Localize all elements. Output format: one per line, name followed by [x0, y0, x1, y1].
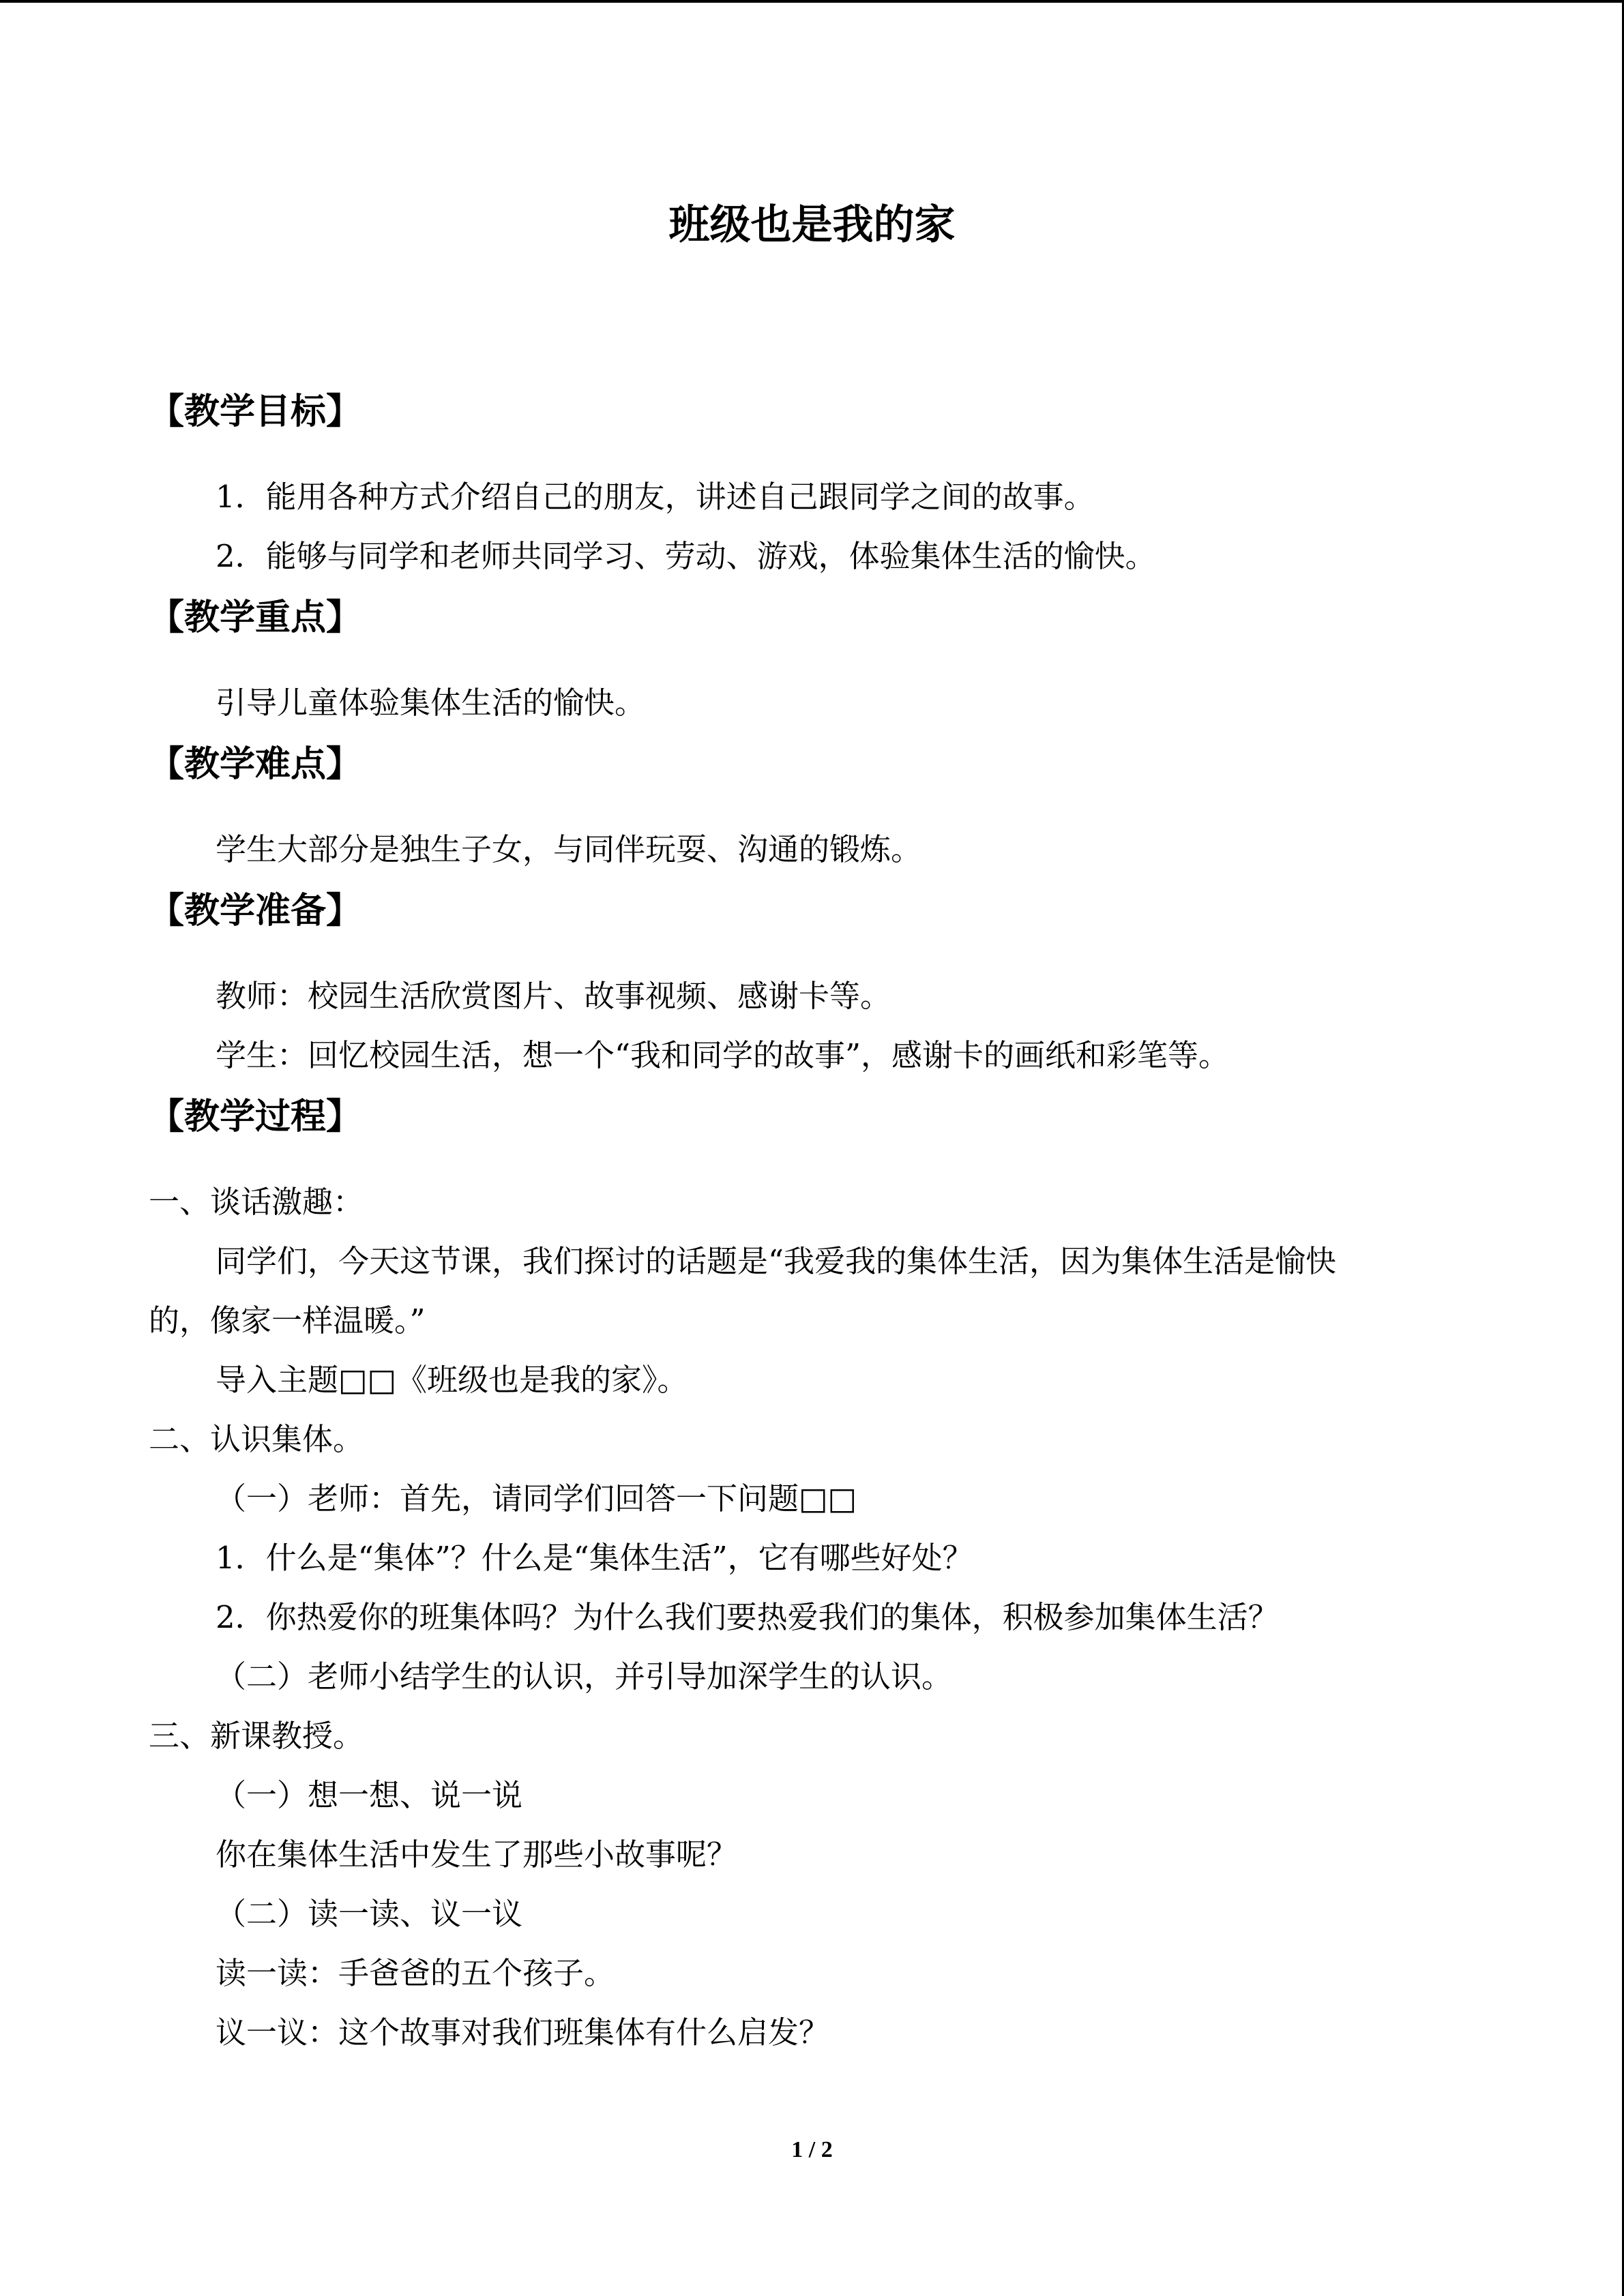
process-part2-title: 二、认识集体。 — [149, 1421, 364, 1457]
process-part3-read: 读一读：手爸爸的五个孩子。 — [216, 1955, 615, 1991]
heading-difficulties: 【教学难点】 — [149, 744, 362, 785]
page-top-border — [0, 0, 1624, 3]
process-part2-sub1: （一）老师：首先，请同学们回答一下问题□□ — [216, 1480, 857, 1517]
heading-goals: 【教学目标】 — [149, 391, 362, 432]
document-title: 班级也是我的家 — [668, 201, 956, 249]
preparation-teacher: 教师：校园生活欣赏图片、故事视频、感谢卡等。 — [216, 978, 891, 1014]
process-part3-sub2: （二）读一读、议一议 — [216, 1896, 523, 1932]
process-part1-paragraph-line2: 的，像家一样温暖。” — [149, 1302, 426, 1339]
heading-process: 【教学过程】 — [149, 1097, 362, 1137]
goal-item-1: 1．能用各种方式介绍自己的朋友，讲述自己跟同学之间的故事。 — [216, 479, 1095, 515]
goal-item-2: 2．能够与同学和老师共同学习、劳动、游戏，体验集体生活的愉快。 — [216, 538, 1156, 574]
process-part3-discuss: 议一议：这个故事对我们班集体有什么启发？ — [216, 2014, 830, 2051]
heading-preparation: 【教学准备】 — [149, 891, 362, 931]
process-part2-sub2: （二）老师小结学生的认识，并引导加深学生的认识。 — [216, 1658, 953, 1695]
difficulties-text: 学生大部分是独生子女，与同伴玩耍、沟通的锻炼。 — [216, 831, 922, 867]
heading-key-points: 【教学重点】 — [149, 597, 362, 638]
process-part2-question2: 2．你热爱你的班集体吗？为什么我们要热爱我们的集体，积极参加集体生活？ — [216, 1599, 1279, 1635]
page-number: 1 / 2 — [791, 2137, 833, 2162]
process-part1-title: 一、谈话激趣： — [149, 1184, 364, 1220]
process-part1-paragraph-line1: 同学们，今天这节课，我们探讨的话题是“我爱我的集体生活，因为集体生活是愉快 — [216, 1243, 1337, 1279]
key-points-text: 引导儿童体验集体生活的愉快。 — [216, 685, 646, 721]
process-part1-topic: 导入主题□□《班级也是我的家》。 — [216, 1362, 688, 1398]
process-part3-title: 三、新课教授。 — [149, 1718, 364, 1754]
process-part2-question1: 1．什么是“集体”？什么是“集体生活”，它有哪些好处？ — [216, 1540, 973, 1576]
process-part3-sub1: （一）想一想、说一说 — [216, 1777, 523, 1813]
preparation-student: 学生：回忆校园生活，想一个“我和同学的故事”，感谢卡的画纸和彩笔等。 — [216, 1037, 1230, 1073]
process-part3-question1: 你在集体生活中发生了那些小故事呢？ — [216, 1836, 738, 1873]
